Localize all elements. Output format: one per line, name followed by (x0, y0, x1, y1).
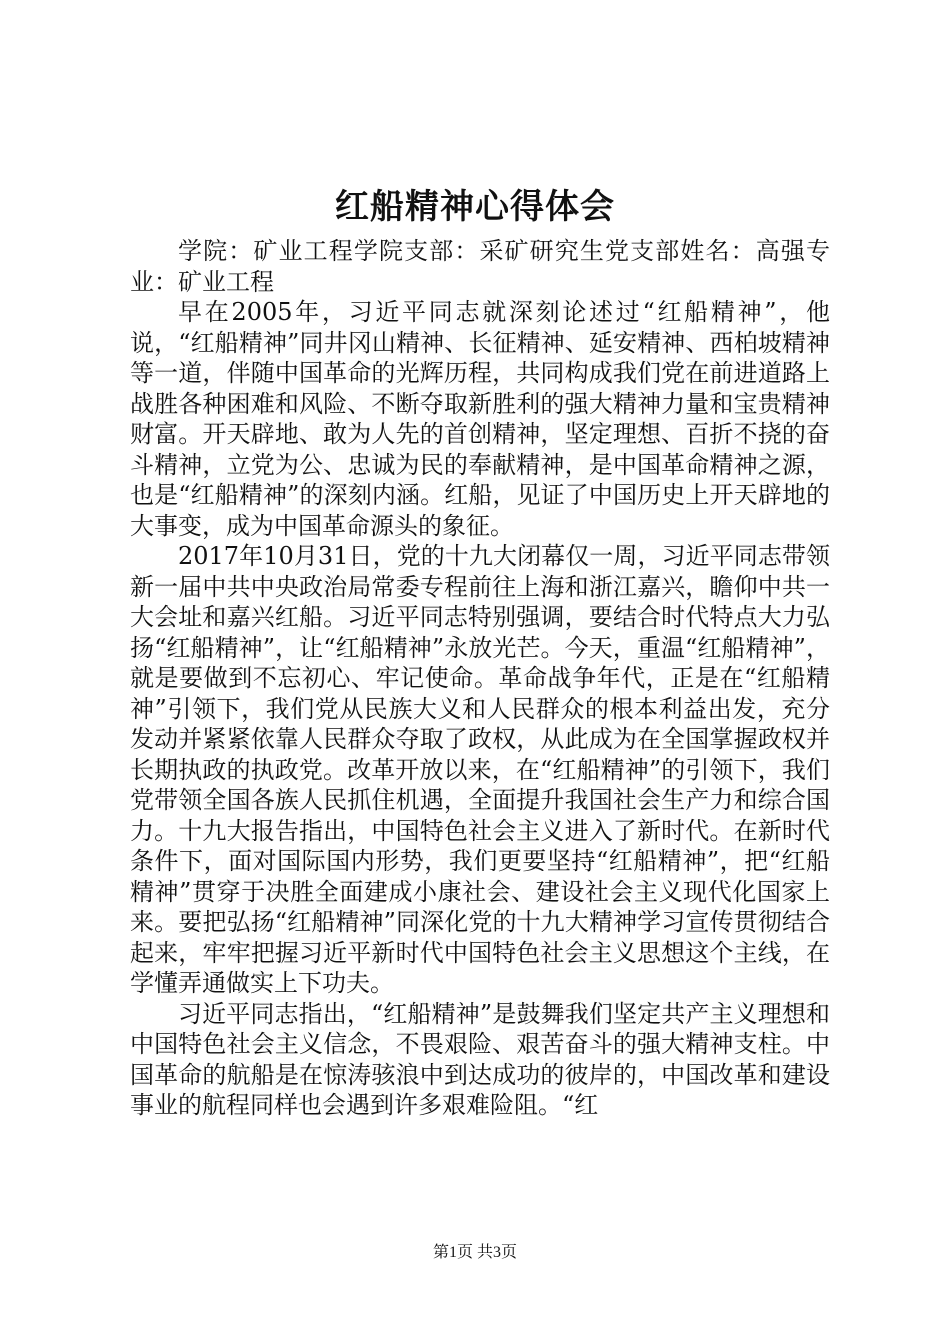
body-paragraph: 习近平同志指出，“红船精神”是鼓舞我们坚定共产主义理想和中国特色社会主义信念，不畏艰险、艰苦奋斗的强大精神支柱。中国革命的航船是在惊涛骇浪中到达成功的彼岸的，中国改革和建设事业的航程同样也会遇到许多艰难险阻。“红 (130, 999, 830, 1119)
body-paragraph: 早在2005年，习近平同志就深刻论述过“红船精神”，他说，“红船精神”同井冈山精神、长征精神、延安精神、西柏坡精神等一道，伴随中国革命的光辉历程，共同构成我们党在前进道路上战胜各种困难和风险、不断夺取新胜利的强大精神力量和宝贵精神财富。开天辟地、敢为人先的首创精神，坚定理想、百折不挠的奋斗精神，立党为公、忠诚为民的奉献精神，是中国革命精神之源，也是“红船精神”的深刻内涵。红船，见证了中国历史上开天辟地的大事变，成为中国革命源头的象征。 (130, 298, 830, 540)
body-paragraph: 2017年10月31日，党的十九大闭幕仅一周，习近平同志带领新一届中共中央政治局常委专程前往上海和浙江嘉兴，瞻仰中共一大会址和嘉兴红船。习近平同志特别强调，要结合时代特点大力弘扬“红船精神”，让“红船精神”永放光芒。今天，重温“红船精神”，就是要做到不忘初心、牢记使命。革命战争年代，正是在“红船精神”引领下，我们党从民族大义和人民群众的根本利益出发，充分发动并紧紧依靠人民群众夺取了政权，从此成为在全国掌握政权并长期执政的执政党。改革开放以来，在“红船精神”的引领下，我们党带领全国各族人民抓住机遇，全面提升我国社会生产力和综合国力。十九大报告指出，中国特色社会主义进入了新时代。在新时代条件下，面对国际国内形势，我们更要坚持“红船精神”，把“红船精神”贯穿于决胜全面建成小康社会、建设社会主义现代化国家上来。要把弘扬“红船精神”同深化党的十九大精神学习宣传贯彻结合起来，牢牢把握习近平新时代中国特色社会主义思想这个主线，在学懂弄通做实上下功夫。 (130, 542, 830, 997)
author-info-paragraph: 学院：矿业工程学院支部：采矿研究生党支部姓名：高强专业：矿业工程 (130, 237, 830, 296)
document-title: 红船精神心得体会 (335, 187, 615, 227)
page-number-footer: 第1页 共3页 (432, 1244, 517, 1261)
document-body (130, 236, 830, 1121)
